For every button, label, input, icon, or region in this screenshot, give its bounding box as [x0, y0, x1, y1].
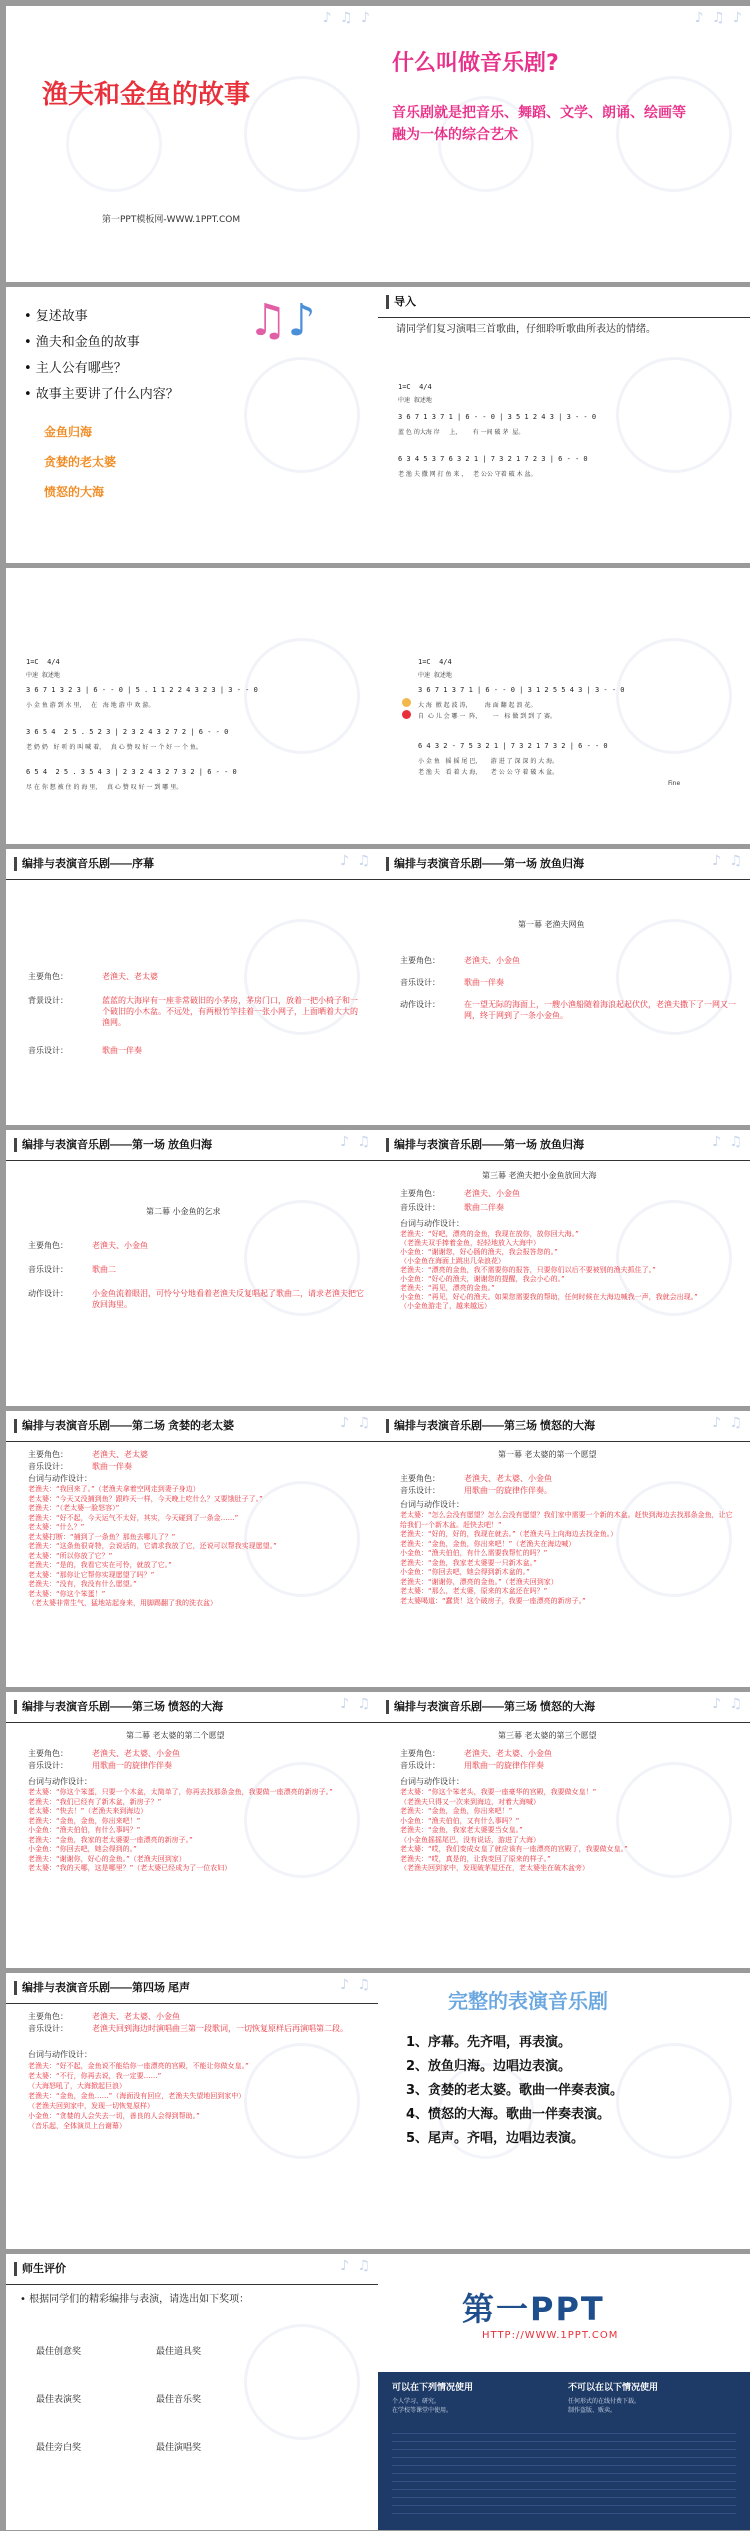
music-label: 音乐设计：	[400, 1761, 440, 1770]
dialogue-line: 老渔夫：“没有，我没有什么愿望。”	[28, 1580, 137, 1588]
dialogue-line: 老渔夫：“再见，漂亮的金鱼。”	[400, 1284, 495, 1292]
dialogue-label: 台词与动作设计：	[28, 1777, 92, 1786]
song-key: 1=C 4/4	[418, 658, 452, 666]
slide-full-performance	[378, 1973, 750, 2249]
music-label: 音乐设计：	[400, 1203, 440, 1212]
dialogue-line: 老太婆：“你这个笨老头，我要一座豪华的宫殿，我要做女皇！”	[400, 1788, 597, 1796]
slide-header: 编排与表演音乐剧——序幕	[6, 849, 378, 880]
dialogue-line: 老渔夫：“好吧，漂亮的金鱼，我现在放你，放你回大海。”	[400, 1230, 579, 1238]
role-value: 老渔夫、老太婆、小金鱼	[92, 2012, 180, 2021]
dialogue-line: 老太婆打断：“捕到了一条鱼？那鱼去哪儿了？”	[28, 1532, 176, 1541]
slide-prologue	[6, 849, 378, 1125]
dialogue-line: 老太婆：“所以你放了它？”	[28, 1551, 113, 1560]
action-label: 动作设计：	[400, 1000, 440, 1009]
action-label: 动作设计：	[28, 1289, 68, 1298]
verse-marker-icon	[402, 710, 411, 719]
dialogue-list	[400, 1511, 734, 1606]
dialogue-line: 老太婆：“你这个笨蛋，只要一个木盆，太简单了，你再去找那条金鱼，我要做一座漂亮的新房子。”	[28, 1788, 333, 1796]
dialogue-list	[400, 1230, 734, 1311]
slide-header: 编排与表演音乐剧——第三场 愤怒的大海	[6, 1692, 378, 1723]
music-label: 音乐设计：	[400, 978, 440, 987]
evaluation-intro: • 根据同学们的精彩编排与表演，请选出如下奖项：	[20, 2294, 250, 2305]
role-label: 主要角色：	[400, 1474, 440, 1483]
slide-header: 师生评价	[6, 2254, 378, 2285]
dialogue-line: 老太婆：“那么，老太婆，原来的木盆还在吗？”	[400, 1587, 548, 1595]
can-use-item: 在学校等课堂中使用。	[392, 2407, 453, 2414]
music-label: 音乐设计：	[28, 1265, 68, 1274]
role-label: 主要角色：	[28, 2012, 68, 2021]
dialogue-list	[400, 1788, 734, 1874]
song-tempo: 中速 叙述地	[26, 672, 60, 679]
dialogue-line: 老渔夫：“金鱼，金鱼，你出来吧！”	[28, 1816, 141, 1825]
performance-list	[406, 2031, 736, 2151]
dialogue-line: 老渔夫：“是的，我看它实在可怜，就放了它。”	[28, 1561, 172, 1569]
slide-header: 编排与表演音乐剧——第三场 愤怒的大海	[378, 1692, 750, 1723]
dialogue-line: 小金鱼：“谢谢您，好心肠的渔夫，我会报答您的。”	[400, 1248, 558, 1256]
dialogue-line: 小金鱼：“渔夫伯伯，有什么需要我帮忙的吗？”	[400, 1549, 548, 1557]
list-item: 愤怒的大海	[44, 485, 105, 499]
song-lyrics: 小 金 鱼 摇 摇 尾 巴， 游 进 了 深 深 的 大 海。	[418, 758, 559, 765]
slide-header: 编排与表演音乐剧——第一场 放鱼归海	[378, 1130, 750, 1161]
music-value: 用歌曲一的旋律作伴奏	[92, 1761, 172, 1770]
music-value: 歌曲一伴奏	[102, 1046, 142, 1055]
brand-url: HTTP://WWW.1PPT.COM	[482, 2330, 619, 2341]
dialogue-line: 老太婆：“那你让它帮你实现愿望了吗？”	[28, 1570, 155, 1579]
slide-scene1-act3	[378, 1130, 750, 1406]
dialogue-line: 老渔夫：“金鱼，我家老太婆要一只新木盆。”	[400, 1558, 537, 1567]
music-note-icon: ♪ ♫	[340, 1134, 372, 1150]
dialogue-label: 台词与动作设计：	[400, 1219, 464, 1228]
slide-evaluation	[6, 2254, 378, 2530]
dialogue-line: 老渔夫：“哎，真是的，让我变回了原来的样子。”	[400, 1854, 551, 1863]
slide-title	[6, 6, 378, 282]
scene-title: 第三幕 老太婆的第三个愿望	[498, 1731, 597, 1740]
dialogue-line: 老渔夫：“这条鱼很奇特，会说话的，它请求我放了它，还说可以帮我实现愿望。”	[28, 1542, 277, 1550]
music-note-icon: ♪ ♫	[340, 1415, 372, 1431]
music-note-icon: ♪ ♫ ♪	[322, 10, 372, 26]
song-notation: 3 6 7 1 3 7 1 | 6 - - 0 | 3 5 1 2 4 3 | 3 - - 0	[398, 413, 597, 421]
link-list-decoration	[392, 2426, 736, 2518]
dialogue-line: 小金鱼：“贪婪的人会失去一切，善良的人会得到帮助。”	[28, 2112, 200, 2120]
role-label: 主要角色：	[400, 1189, 440, 1198]
slide-scene3-act1	[378, 1411, 750, 1687]
dialogue-line: 老太婆喝道：“蠢货！这个破房子，我要一座漂亮的新房子。”	[400, 1596, 586, 1605]
list-item: • 渔夫和金鱼的故事	[24, 335, 140, 350]
slide-header: 编排与表演音乐剧——第一场 放鱼归海	[6, 1130, 378, 1161]
music-note-icon: ♪ ♫	[712, 1415, 744, 1431]
can-use-item: 个人学习、研究。	[392, 2398, 441, 2405]
slide-scene4-epilogue	[6, 1973, 378, 2249]
song-lyrics: 老 渔 夫 看 着 大 海， 老 公 公 守 着 破 木 盆。	[418, 769, 559, 776]
role-value: 老渔夫、老太婆、小金鱼	[464, 1474, 552, 1483]
list-item: 贪婪的老太婆	[44, 455, 117, 469]
song-notation: 3 6 7 1 3 2 3 | 6 - - 0 | 5 . 1 1 2 2 4 3 2 3 | 3 - - 0	[26, 686, 258, 694]
song-notation: 6 4 3 2 - 7 5 3 2 1 | 7 3 2 1 7 3 2 | 6 - - 0	[418, 742, 608, 750]
definition-title: 什么叫做音乐剧?	[392, 51, 559, 76]
list-item: • 故事主要讲了什么内容？	[24, 387, 179, 402]
dialogue-line: （老渔夫只得又一次来到海边，对着大海喊）	[400, 1797, 540, 1806]
dialogue-line: 老渔夫：“漂亮的金鱼，我不需要你的报答，只要你们以后不要被别的渔夫抓住了。”	[400, 1266, 656, 1274]
role-value: 老渔夫、老太婆、小金鱼	[464, 1749, 552, 1758]
verse-marker-icon	[402, 698, 411, 707]
music-label: 音乐设计：	[28, 1761, 68, 1770]
definition-body: 音乐剧就是把音乐、舞蹈、文学、朗诵、绘画等融为一体的综合艺术	[392, 105, 686, 143]
slide-header: 编排与表演音乐剧——第一场 放鱼归海	[378, 849, 750, 880]
role-label: 主要角色：	[28, 1749, 68, 1758]
song-key: 1=C 4/4	[26, 658, 60, 666]
dialogue-label: 台词与动作设计：	[28, 2050, 92, 2059]
dialogue-line: 老渔夫：“金鱼，金鱼，你出来吧！”（老渔夫在海边喊）	[400, 1539, 576, 1548]
dialogue-line: （音乐起，全体演员上台谢幕）	[28, 2122, 126, 2130]
list-item: 金鱼归海	[44, 425, 93, 439]
dialogue-line: 老渔夫：“好的，好的，我现在就去。”（老渔夫马上向海边去找金鱼。）	[400, 1530, 618, 1538]
dialogue-line: 小金鱼：“你回去吧，她会得到新木盆的。”	[400, 1568, 530, 1576]
brand-logo: 第一PPT	[462, 2290, 605, 2328]
dialogue-line: （老渔夫双手捧着金鱼，轻轻地放入大海中）	[400, 1239, 540, 1247]
award-item: 最佳创意奖	[36, 2347, 82, 2357]
slide-definition	[378, 6, 750, 282]
music-value: 用歌曲一的旋律作伴奏。	[464, 1486, 552, 1495]
role-label: 主要角色：	[400, 956, 440, 965]
dialogue-line: 老渔夫：“好不起，金鱼说不能给你一座漂亮的宫殿，不能让你做女皇。”	[28, 2062, 249, 2070]
role-label: 主要角色：	[28, 1450, 68, 1459]
song-lyrics: 老 奶 奶 好 听 的 叫 喊 着， 真 心 赞 叹 好 一 个 好 一 个 鱼。	[26, 744, 202, 751]
song-key: 1=C 4/4	[398, 383, 432, 391]
slide-song-score-3	[378, 568, 750, 844]
music-value: 用歌曲一的旋律作伴奏	[464, 1761, 544, 1770]
music-note-icon: ♪ ♫ ♪	[694, 10, 744, 26]
slide-scene1-act2	[6, 1130, 378, 1406]
song-notation: 6 5 4 2 5 . 3 5 4 3 | 2 3 2 4 3 2 7 3 2 | 6 - - 0	[26, 768, 237, 776]
award-item: 最佳道具奖	[156, 2347, 202, 2357]
song-lyrics: 小 金 鱼 游 到 水 里， 在 海 地 游 中 欢 游。	[26, 702, 155, 709]
dialogue-list	[28, 1788, 362, 1874]
dialogue-line: （小金鱼摇摇尾巴，没有说话，游进了大海）	[400, 1835, 540, 1844]
song-lyrics: 尽 在 你 想 被 住 的 海 里， 真 心 赞 叹 好 一 到 哪 里。	[26, 784, 183, 791]
slide-intro	[378, 287, 750, 563]
dialogue-line: 老渔夫：“好不起，今天运气不太好，其实，今天碰到了一条金……”	[28, 1513, 239, 1522]
dialogue-line: 老太婆：“你这个笨蛋！”	[28, 1589, 106, 1598]
bg-value: 蓝蓝的大海岸有一座非常破旧的小茅房，茅房门口，放着一把小椅子和一个破旧的小木盆。不远处，有两根竹竿挂着一张小网子，上面晒着大大的渔网。	[102, 996, 358, 1027]
dialogue-line: 小金鱼：“渔夫伯伯，有什么事吗？”	[28, 1826, 141, 1834]
song-tempo: 中速 叙述地	[418, 672, 452, 679]
cannot-use-item: 任何形式的在线付费下载。	[568, 2398, 641, 2405]
music-note-icon: ♪ ♫	[340, 1977, 372, 1993]
dialogue-label: 台词与动作设计：	[400, 1500, 464, 1509]
page-subtitle: 第一PPT模板网-WWW.1PPT.COM	[102, 215, 241, 225]
performance-step: 5、尾声。齐唱，边唱边表演。	[406, 2131, 585, 2146]
list-item: • 复述故事	[24, 309, 88, 324]
dialogue-line: 老渔夫：“（老太婆一脸怒容）”	[28, 1504, 120, 1512]
performance-step: 1、序幕。先齐唱，再表演。	[406, 2035, 572, 2050]
page-title: 渔夫和金鱼的故事	[42, 80, 251, 110]
music-value: 歌曲一伴奏	[92, 1462, 132, 1471]
role-label: 主要角色：	[28, 972, 68, 981]
music-note-icon: ♪ ♫	[712, 1696, 744, 1712]
music-label: 音乐设计：	[28, 2024, 68, 2033]
dialogue-line: （老渔夫回到家中，发现破茅屋还在，老太婆坐在破木盆旁）	[400, 1864, 589, 1872]
dialogue-label: 台词与动作设计：	[400, 1777, 464, 1786]
dialogue-line: （小金鱼游走了，越来越远）	[400, 1302, 491, 1310]
scene-title: 第二幕 小金鱼的乞求	[146, 1207, 221, 1216]
slide-header: 编排与表演音乐剧——第四场 尾声	[6, 1973, 378, 2004]
dialogue-line: 老渔夫：“我们已经有了新木盆，新房子？”	[28, 1797, 162, 1806]
dialogue-line: 小金鱼：“再见，好心的渔夫。如果您需要我的帮助，任何时候在大海边喊我一声，我就会出现。”	[400, 1293, 698, 1301]
performance-step: 4、愤怒的大海。歌曲一伴奏表演。	[406, 2107, 611, 2122]
dialogue-line: 老渔夫：“金鱼，我家老太婆要当女皇。”	[400, 1826, 523, 1834]
song-notation: 3 6 7 1 3 7 1 | 6 - - 0 | 3 1 2 5 5 4 3 | 3 - - 0	[418, 686, 625, 694]
dialogue-line: 老渔夫：“金鱼，金鱼……”（海面没有回应，老渔夫失望地回到家中）	[28, 2092, 246, 2100]
music-value: 歌曲二	[92, 1265, 116, 1274]
dialogue-line: 老太婆：“什么？”	[28, 1523, 85, 1531]
slide-end-brand	[378, 2254, 750, 2530]
song-lyrics: 自 心 儿 会 哪 一 阵， 一 标 做 到 到 了 赛。	[418, 713, 556, 720]
performance-step: 3、贪婪的老太婆。歌曲一伴奏表演。	[406, 2083, 624, 2098]
slide-story-review	[6, 287, 378, 563]
slide-scene3-act3	[378, 1692, 750, 1968]
music-label: 音乐设计：	[28, 1462, 68, 1471]
dialogue-line: 老太婆：“今天又没捕到鱼？跟昨天一样，今天晚上吃什么？又要饿肚子了。”	[28, 1494, 263, 1503]
dialogue-line: 老渔夫：“金鱼，金鱼，你出来吧！”	[400, 1807, 513, 1815]
dialogue-line: 小金鱼：“好心的渔夫，谢谢您的提醒，我会小心的。”	[400, 1275, 565, 1283]
role-value: 老渔夫、老太婆、小金鱼	[92, 1749, 180, 1758]
dialogue-line: （老渔夫回到家中，发现一切恢复原样）	[28, 2102, 154, 2110]
bg-label: 背景设计：	[28, 996, 68, 1005]
scene-title: 第一幕 老渔夫网鱼	[518, 920, 585, 929]
slide-header: 编排与表演音乐剧——第二场 贪婪的老太婆	[6, 1411, 378, 1442]
dialogue-line: 老渔夫：“我回来了。”（老渔夫拿着空网走到妻子身边）	[28, 1485, 200, 1493]
slide-header: 编排与表演音乐剧——第三场 愤怒的大海	[378, 1411, 750, 1442]
slide-header: 导入	[378, 287, 750, 318]
performance-title: 完整的表演音乐剧	[448, 1989, 608, 2013]
role-value: 老渔夫、老太婆	[92, 1450, 148, 1459]
song-lyrics: 蓝 色 的大海 岸 上， 有 一间 破 茅 屋。	[398, 429, 525, 436]
dialogue-line: （小金鱼在海面上跳出几朵浪花）	[400, 1257, 505, 1265]
song-notation: 3 6 5 4 2 5 . 5 2 3 | 2 3 2 4 3 2 7 2 | 6 - - 0	[26, 728, 229, 736]
award-item: 最佳旁白奖	[36, 2443, 82, 2453]
dialogue-line: 老渔夫：“金鱼，我家的老太婆要一座漂亮的新房子。”	[28, 1835, 193, 1844]
dialogue-line: 老太婆：“我的天哪，这是哪里？”（老太婆已经成为了一位农妇）	[28, 1864, 232, 1872]
award-item: 最佳表演奖	[36, 2395, 82, 2405]
music-label: 音乐设计：	[28, 1046, 68, 1055]
role-value: 老渔夫、老太婆	[102, 972, 158, 981]
music-note-icon: ♪ ♫	[712, 1134, 744, 1150]
action-value: 在一望无际的海面上，一艘小渔船随着海浪起起伏伏，老渔夫撒下了一网又一网，终于网到了一条小金鱼。	[464, 1000, 736, 1020]
music-value: 歌曲一伴奏	[464, 978, 504, 987]
song-end-mark: Fine	[668, 780, 681, 787]
dialogue-line: 老太婆：“怎么会没有愿望？怎么会没有愿望？我们家中需要一个新的木盆。赶快到海边去找那条金鱼，让它给我们一个新木盆。赶快去吧！”	[400, 1511, 733, 1529]
dialogue-label: 台词与动作设计：	[28, 1474, 92, 1483]
role-label: 主要角色：	[400, 1749, 440, 1758]
music-notes-graphic-icon: ♫♪	[248, 295, 316, 346]
dialogue-line: 老太婆：“不行，你再去说，我一定要……”	[28, 2072, 162, 2080]
role-value: 老渔夫、小金鱼	[92, 1241, 148, 1250]
music-value: 老渔夫回到海边时演唱曲三第一段歌词，一切恢复原样后再演唱第二段。	[92, 2024, 348, 2033]
song-notation: 6 3 4 5 3 7 6 3 2 1 | 7 3 2 1 7 2 3 | 6 - - 0	[398, 455, 588, 463]
list-item: • 主人公有哪些？	[24, 361, 127, 376]
dialogue-line: （老太婆非常生气，猛地站起身来，用脚踢翻了我的洗衣盆）	[28, 1599, 217, 1607]
dialogue-list	[28, 1485, 362, 1609]
scene-title: 第三幕 老渔夫把小金鱼放回大海	[482, 1171, 597, 1180]
scene-title: 第一幕 老太婆的第一个愿望	[498, 1450, 597, 1459]
dialogue-line: 老渔夫：“谢谢你，漂亮的金鱼。”（老渔夫回到家）	[400, 1577, 558, 1586]
dialogue-line: 小金鱼：“渔夫伯伯，又有什么事吗？”	[400, 1816, 520, 1825]
dialogue-line: 小金鱼：“你回去吧，她会得到的。”	[28, 1845, 137, 1853]
can-use-title: 可以在下列情况使用	[392, 2383, 474, 2393]
scene-title: 第二幕 老太婆的第二个愿望	[126, 1731, 225, 1740]
song-lyrics: 老 渔 夫 撒 网 打 鱼 来 ， 老 公公 守着 破 木 盆。	[398, 471, 537, 478]
role-value: 老渔夫、小金鱼	[464, 956, 520, 965]
dialogue-line: （大海怒吼了，大海掀起巨浪）	[28, 2082, 126, 2090]
slide-song-score-2	[6, 568, 378, 844]
dialogue-line: 老太婆：“哎，我们变成女皇了就应该有一座漂亮的宫殿了，我要做女皇。”	[400, 1845, 628, 1853]
intro-text: 请同学们复习演唱三首歌曲，仔细聆听歌曲所表达的情绪。	[396, 324, 656, 335]
role-label: 主要角色：	[28, 1241, 68, 1250]
dialogue-line: 老渔夫：“谢谢你，好心的金鱼。”（老渔夫回到家）	[28, 1854, 186, 1863]
song-tempo: 中速 叙述地	[398, 397, 432, 404]
slide-scene2	[6, 1411, 378, 1687]
dialogue-list	[28, 2061, 362, 2131]
award-item: 最佳演唱奖	[156, 2443, 202, 2453]
role-value: 老渔夫、小金鱼	[464, 1189, 520, 1198]
music-note-icon: ♪ ♫	[712, 853, 744, 869]
dialogue-line: 老太婆：“快去！”（老渔夫来到海边）	[28, 1807, 148, 1815]
usage-panel	[378, 2372, 750, 2530]
performance-step: 2、放鱼归海。边唱边表演。	[406, 2059, 572, 2074]
song-lyrics: 大 海 掀 起 波 涛， 海 面 翻 起 浪 花。	[418, 702, 537, 709]
music-label: 音乐设计：	[400, 1486, 440, 1495]
slide-scene1-act1	[378, 849, 750, 1125]
music-value: 歌曲二伴奏	[464, 1203, 504, 1212]
cannot-use-title: 不可以在以下情况使用	[568, 2383, 659, 2393]
action-value: 小金鱼流着眼泪，可怜兮兮地看着老渔夫反复唱起了歌曲二，请求老渔夫把它放回海里。	[92, 1289, 364, 1309]
music-note-icon: ♪ ♫	[340, 853, 372, 869]
music-note-icon: ♪ ♫	[340, 2258, 372, 2274]
music-note-icon: ♪ ♫	[340, 1696, 372, 1712]
award-item: 最佳音乐奖	[156, 2395, 202, 2405]
cannot-use-item: 制作盗版、贩卖。	[568, 2407, 617, 2414]
slide-scene3-act2	[6, 1692, 378, 1968]
